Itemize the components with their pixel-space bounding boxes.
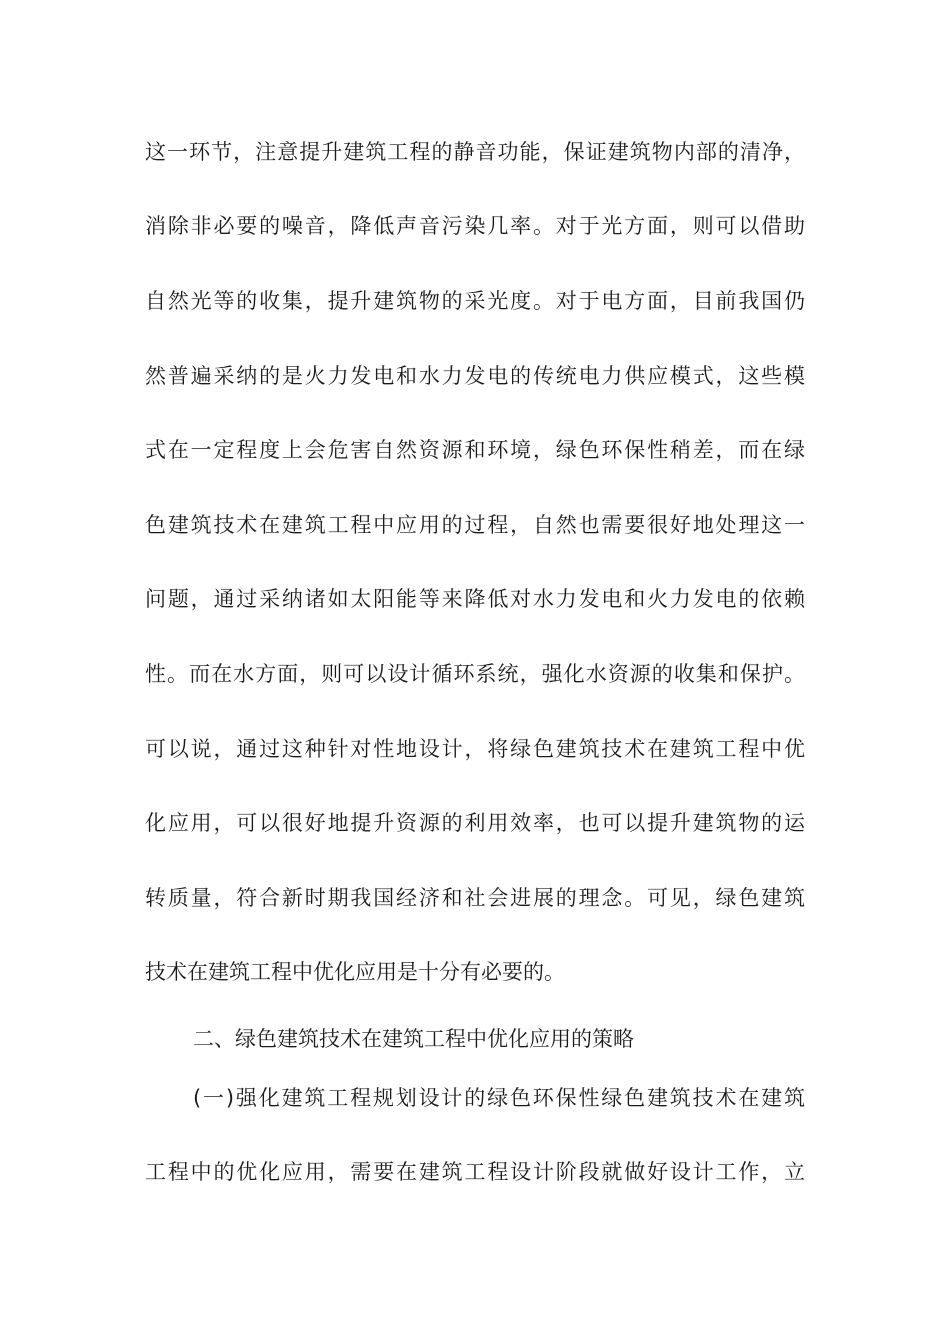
body-text-line: 转质量，符合新时期我国经济和社会进展的理念。可见，绿色建筑 — [145, 886, 805, 910]
body-text-line: 色建筑技术在建筑工程中应用的过程，自然也需要很好地处理这一 — [145, 513, 805, 537]
body-text-line: 自然光等的收集，提升建筑物的采光度。对于电方面，目前我国仍 — [145, 289, 805, 313]
subsection-text-line: (一)强化建筑工程规划设计的绿色环保性绿色建筑技术在建筑 — [193, 1086, 805, 1110]
body-text-line-last: 技术在建筑工程中优化应用是十分有必要的。 — [145, 960, 565, 984]
body-text-line: 化应用，可以很好地提升资源的利用效率，也可以提升建筑物的运 — [145, 811, 805, 835]
body-text-line: 式在一定程度上会危害自然资源和环境，绿色环保性稍差，而在绿 — [145, 438, 805, 462]
section-heading: 二、绿色建筑技术在建筑工程中优化应用的策略 — [193, 1027, 634, 1051]
body-text-line: 性。而在水方面，则可以设计循环系统，强化水资源的收集和保护。 — [145, 662, 805, 686]
body-text-line: 可以说，通过这种针对性地设计，将绿色建筑技术在建筑工程中优 — [145, 737, 805, 761]
subsection-text-line: 工程中的优化应用，需要在建筑工程设计阶段就做好设计工作，立 — [145, 1160, 805, 1184]
body-text-line: 然普遍采纳的是火力发电和水力发电的传统电力供应模式，这些模 — [145, 364, 805, 388]
body-text-line: 消除非必要的噪音，降低声音污染几率。对于光方面，则可以借助 — [145, 214, 805, 238]
body-text-line: 这一环节，注意提升建筑工程的静音功能，保证建筑物内部的清净， — [145, 140, 805, 164]
body-text-line: 问题，通过采纳诸如太阳能等来降低对水力发电和火力发电的依赖 — [145, 587, 805, 611]
